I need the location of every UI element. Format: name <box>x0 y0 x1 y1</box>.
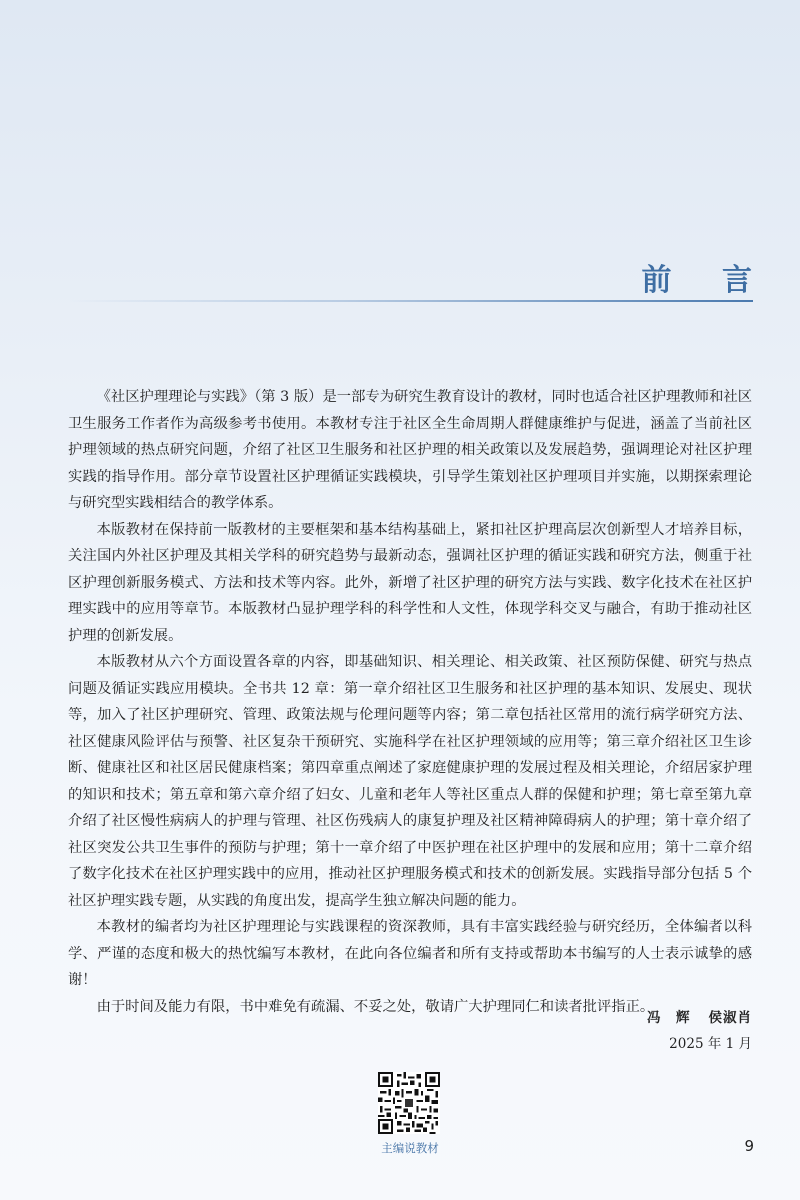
qr-code-icon[interactable] <box>378 1072 440 1134</box>
paragraph-4: 本教材的编者均为社区护理理论与实践课程的资深教师，具有丰富实践经验与研究经历，全体编者以科学、严谨的态度和极大的热忱编写本教材，在此向各位编者和所有支持或帮助本书编写的人士表示诚挚的感谢！ <box>68 919 752 988</box>
author-names <box>647 1005 752 1031</box>
paragraph-5: 由于时间及能力有限，书中难免有疏漏、不妥之处，敬请广大护理同仁和读者批评指正。 <box>96 998 655 1015</box>
paragraph-1: 《社区护理理论与实践》（第 3 版）是一部专为研究生教育设计的教材，同时也适合社区护理教师和社区卫生服务工作者作为高级参考书使用。本教材专注于社区全生命周期人群健康维护与促进，涵盖了当前社区护理领域的热点研究问题，介绍了社区卫生服务和社区护理的相关政策以及发展趋势，强调理论对社区护理实践的指导作用。部分章节设置社区护理循证实践模块，引导学生策划社区护理项目并实施，以期探索理论与研究型实践相结合的教学体系。 <box>68 389 752 511</box>
author-2: 侯淑肖 <box>708 1010 752 1026</box>
qr-caption: 主编说教材 <box>381 1141 439 1155</box>
signature-block <box>647 1005 752 1057</box>
signature-date: 2025 年 1 月 <box>669 1036 752 1052</box>
paragraph-2: 本版教材在保持前一版教材的主要框架和基本结构基础上，紧扣社区护理高层次创新型人才培养目标，关注国内外社区护理及其相关学科的研究趋势与最新动态，强调社区护理的循证实践和研究方法，侧重于社区护理创新服务模式、方法和技术等内容。此外，新增了社区护理的研究方法与实践、数字化技术在社区护理实践中的应用等章节。本版教材凸显护理学科的科学性和人文性，体现学科交叉与融合，有助于推动社区护理的创新发展。 <box>68 521 752 644</box>
page-number: 9 <box>744 1137 754 1155</box>
author-1: 冯 辉 <box>647 1010 691 1026</box>
title-divider <box>68 300 753 302</box>
preface-body <box>68 384 752 1020</box>
page-title: 前 言 <box>641 263 772 298</box>
paragraph-3: 本版教材从六个方面设置各章的内容，即基础知识、相关理论、相关政策、社区预防保健、研究与热点问题及循证实践应用模块。全书共 12 章：第一章介绍社区卫生服务和社区护理的基本知识、发展史、现状等，加入了社区护理研究、管理、政策法规与伦理问题等内容；第二章包括社区常用的流行病学研究方法、社区健康风险评估与预警、社区复杂干预研究、实施科学在社区护理领域的应用等；第三章介绍社区卫生诊断、健康社区和社区居民健康档案；第四章重点阐述了家庭健康护理的发展过程及相关理论，介绍居家护理的知识和技术；第五章和第六章介绍了妇女、儿童和老年人等社区重点人群的保健和护理；第七章至第九章介绍了社区慢性病病人的护理与管理、社区伤残病人的康复护理及社区精神障碍病人的护理；第十章介绍了社区突发公共卫生事件的预防与护理；第十一章介绍了中医护理在社区护理中的发展和应用；第十二章介绍了数字化技术在社区护理实践中的应用，推动社区护理服务模式和技术的创新发展。实践指导部分包括 5 个社区护理实践专题，从实践的角度出发，提高学生独立解决问题的能力。 <box>68 654 752 909</box>
